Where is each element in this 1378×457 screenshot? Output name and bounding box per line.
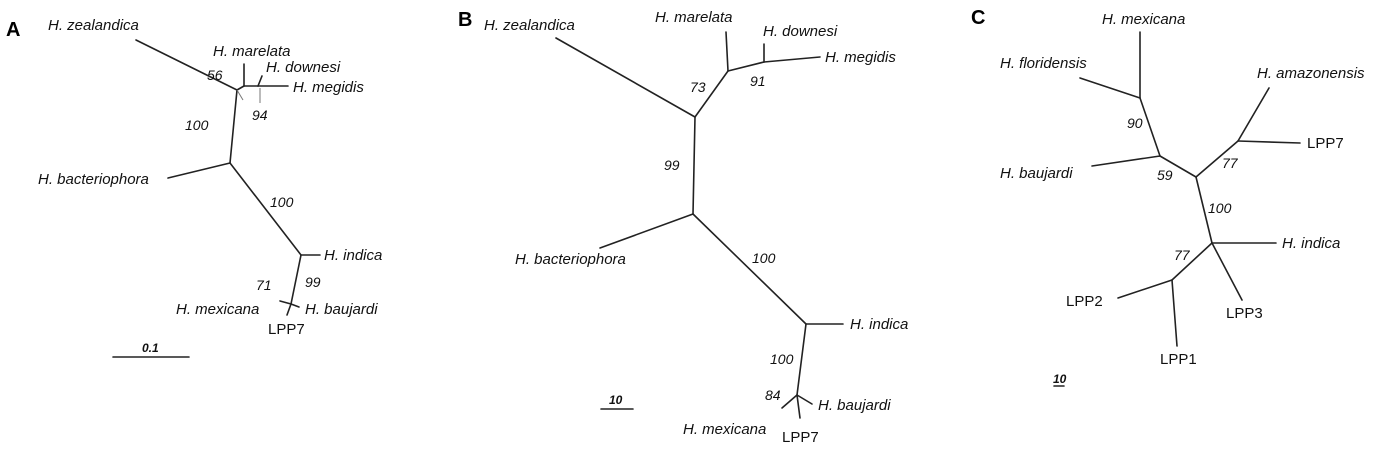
panel-a: [6, 17, 382, 357]
support-a-99: 99: [305, 274, 321, 290]
panel-b-letter: B: [458, 9, 473, 31]
leaf-b-zealandica: H. zealandica: [484, 17, 575, 34]
leaf-b-marelata: H. marelata: [655, 9, 733, 26]
branch-a-inner: [237, 86, 244, 90]
leaf-b-baujardi: H. baujardi: [818, 397, 891, 414]
leaf-c-amazonensis: H. amazonensis: [1257, 65, 1365, 82]
scale-c-label: 10: [1053, 372, 1067, 386]
panel-c: [971, 7, 1365, 386]
support-a-100a: 100: [185, 117, 209, 133]
branch-b-lpp7: [797, 395, 800, 418]
branch-a-mexicana: [280, 301, 291, 304]
leaf-c-lpp3: LPP3: [1226, 305, 1263, 322]
support-b-99: 99: [664, 157, 680, 173]
branch-b-megidis: [764, 57, 820, 62]
leaf-c-lpp1: LPP1: [1160, 351, 1197, 368]
branch-b-bacteriophora: [600, 214, 693, 248]
branch-a-lpp7: [287, 304, 291, 315]
pointer-a-56: [237, 90, 243, 100]
leaf-b-bacteriophora: H. bacteriophora: [515, 251, 626, 268]
branch-b-lower: [797, 324, 806, 395]
panel-c-letter: C: [971, 7, 986, 29]
leaf-c-mexicana: H. mexicana: [1102, 11, 1186, 28]
support-b-91: 91: [750, 73, 766, 89]
branch-c-lpp2: [1118, 280, 1172, 298]
branch-a-lower: [291, 255, 301, 304]
leaf-c-indica: H. indica: [1282, 235, 1341, 252]
support-c-90: 90: [1127, 115, 1143, 131]
branch-c-lpp7: [1238, 141, 1300, 143]
branch-b-baujardi: [797, 395, 812, 404]
support-c-77b: 77: [1174, 247, 1190, 263]
leaf-c-lpp7: LPP7: [1307, 135, 1344, 152]
branch-c-baujardi: [1092, 156, 1160, 166]
leaf-a-zealandica: H. zealandica: [48, 17, 139, 34]
scale-a-label: 0.1: [142, 341, 159, 355]
panel-b: [458, 9, 908, 446]
branch-c-lpp3: [1212, 243, 1242, 300]
leaf-a-baujardi: H. baujardi: [305, 301, 378, 318]
branch-c-n90: [1140, 98, 1160, 156]
leaf-a-lpp7: LPP7: [268, 321, 305, 338]
branch-b-internal: [728, 62, 764, 71]
branch-b-zealandica: [556, 38, 695, 117]
branch-c-floridensis: [1080, 78, 1140, 98]
leaf-b-downesi: H. downesi: [763, 23, 838, 40]
branch-c-lpp1: [1172, 280, 1177, 346]
support-b-73: 73: [690, 79, 706, 95]
leaf-a-downesi: H. downesi: [266, 59, 341, 76]
branch-a-bacteriophora: [168, 163, 230, 178]
leaf-a-indica: H. indica: [324, 247, 383, 264]
leaf-c-baujardi: H. baujardi: [1000, 165, 1073, 182]
support-a-94: 94: [252, 107, 268, 123]
leaf-a-marelata: H. marelata: [213, 43, 291, 60]
leaf-b-mexicana: H. mexicana: [683, 421, 767, 438]
support-b-84: 84: [765, 387, 781, 403]
leaf-a-bacteriophora: H. bacteriophora: [38, 171, 149, 188]
leaf-a-mexicana: H. mexicana: [176, 301, 260, 318]
scale-b-label: 10: [609, 393, 623, 407]
leaf-b-indica: H. indica: [850, 316, 909, 333]
leaf-b-lpp7: LPP7: [782, 429, 819, 446]
leaf-c-floridensis: H. floridensis: [1000, 55, 1087, 72]
branch-a-downesi: [258, 76, 262, 86]
leaf-a-megidis: H. megidis: [293, 79, 364, 96]
branch-b-marelata: [726, 32, 728, 71]
branch-a-baujardi: [291, 304, 299, 307]
support-a-71: 71: [256, 277, 272, 293]
branch-c-amazonensis: [1238, 88, 1269, 141]
leaf-b-megidis: H. megidis: [825, 49, 896, 66]
support-a-56: 56: [207, 67, 223, 83]
branch-a-stem: [230, 90, 237, 163]
support-a-100b: 100: [270, 194, 294, 210]
support-c-59: 59: [1157, 167, 1173, 183]
support-c-77a: 77: [1222, 155, 1238, 171]
support-c-100: 100: [1208, 200, 1232, 216]
branch-b-long: [693, 214, 806, 324]
support-b-100a: 100: [752, 250, 776, 266]
branch-b-stem: [693, 117, 695, 214]
leaf-c-lpp2: LPP2: [1066, 293, 1103, 310]
panel-a-letter: A: [6, 19, 21, 41]
branch-b-mexicana: [782, 395, 797, 408]
support-b-100b: 100: [770, 351, 794, 367]
